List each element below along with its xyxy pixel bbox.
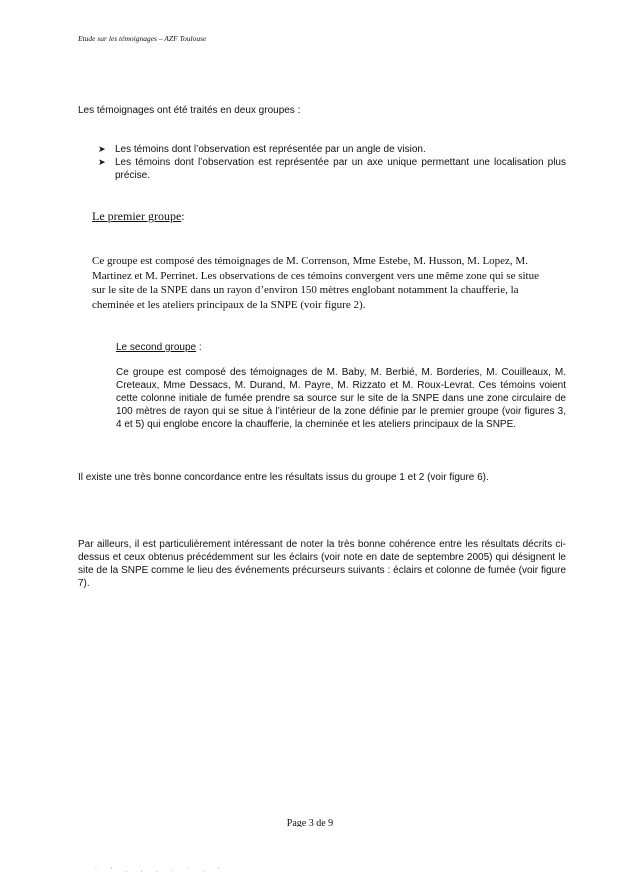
group1-heading [92,209,185,224]
bullet-item-text: Les témoins dont l’observation est représentée par un angle de vision. [115,144,426,155]
bullet-list [98,143,566,182]
group2-title: Le second groupe [116,342,197,353]
group2-heading [116,342,202,353]
page-header: Etude sur les témoignages – AZF Toulouse [78,34,207,43]
bullet-item-text: Les témoins dont l’observation est représentée par un axe unique permettant une localisation plus précise. [115,157,566,181]
group2-title-suffix: : [196,342,202,353]
page-number: Page 3 de 9 [286,818,334,827]
concordance-paragraph: Il existe une très bonne concordance entre les résultats issus du groupe 1 et 2 (voir figure 6). [78,472,489,483]
scan-artifacts: ` ' . . . · ˙ . ʼ [95,868,226,874]
group1-title: Le premier groupe [92,209,182,223]
ailleurs-paragraph: Par ailleurs, il est particulièrement intéressant de noter la très bonne cohérence entre les résultats décrits ci-dessus et ceux obtenus précédemment sur les éclairs (voir note en date de septembre 2005) qui désignent le site de la SNPE comme le lieu des événements précurseurs suivants : éclairs et colonne de fumée (voir figure 7). [78,539,566,589]
bullet-item [98,156,566,182]
group1-title-suffix: : [181,209,185,223]
intro-text: Les témoignages ont été traités en deux groupes : [78,105,301,116]
bullet-item [98,143,566,156]
arrowhead-bullet-icon: ➤ [98,144,106,154]
arrowhead-bullet-icon: ➤ [98,157,106,167]
group2-paragraph: Ce groupe est composé des témoignages de M. Baby, M. Berbié, M. Borderies, M. Couilleaux, M. Creteaux, Mme Dessacs, M. Durand, M. Payre, M. Rizzato et M. Roux-Levrat. Ces témoins voient cette colonne initiale de fumée prendre sa source sur le site de la SNPE dans une zone circulaire de 100 mètres de rayon qui se situe à l’intérieur de la zone définie par le premier groupe (voir figures 3, 4 et 5) qui englobe encore la chaufferie, la cheminée et les ateliers principaux de la SNPE. [116,367,566,430]
group1-paragraph: Ce groupe est composé des témoignages de M. Correnson, Mme Estebe, M. Husson, M. Lopez, M. Martinez et M. Perrinet. Les observations de ces témoins convergent vers une même zone qui se situe sur le site de la SNPE dans un rayon d’environ 150 mètres englobant notamment la chaufferie, la cheminée et les ateliers principaux de la SNPE (voir figure 2). [92,255,539,311]
